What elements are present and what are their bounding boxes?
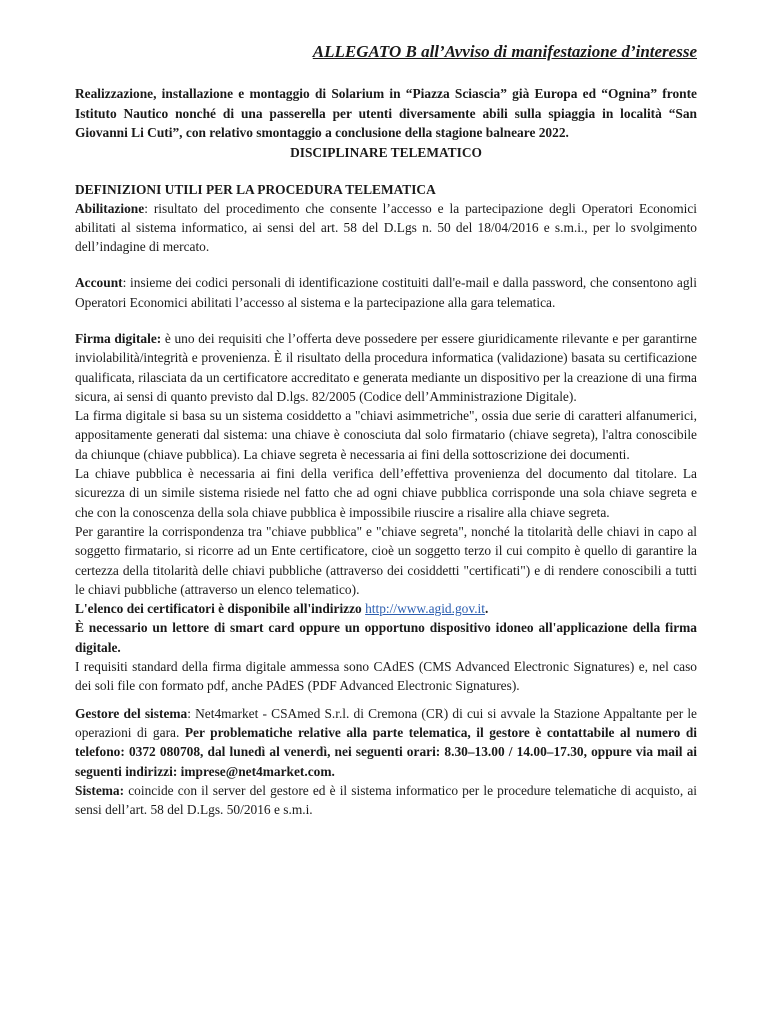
document-subtitle: DISCIPLINARE TELEMATICO bbox=[290, 144, 482, 160]
term-abilitazione: Abilitazione bbox=[75, 200, 145, 216]
lettore-text: È necessario un lettore di smart card oppure un opportuno dispositivo idoneo all'applicazione della firma digitale. bbox=[75, 620, 697, 655]
firma-paragraph-4: Per garantire la corrispondenza tra "chiave pubblica" e "chiave segreta", nonché la titolarità delle chiavi in capo al soggetto firmatario, si ricorre ad un Ente certificatore, cioè un soggetto terzo il cui compito è quello di garantire la certezza della titolarità delle chiavi pubbliche (attraverso dei cosiddetti "certificati") e di rendere conoscibili a tutti le chiavi pubbliche (attraverso un elenco telematico). bbox=[75, 523, 697, 597]
text-gestore: : Net4market - CSAmed S.r.l. di Cremona (CR) di cui si avvale la Stazione Appaltante per le operazioni di gara. bbox=[75, 705, 697, 740]
term-account: Account bbox=[75, 275, 123, 291]
agid-link[interactable]: http://www.agid.gov.it bbox=[365, 601, 485, 617]
text-firma-digitale: è uno dei requisiti che l’offerta deve possedere per essere giuridicamente rilevante e per garantirne inviolabilità/integrità e provenienza. È il risultato della procedura informatica (validazione) basata su certificazione qualificata, rilasciata da un certificatore accreditato e generata mediante un dispositivo per la creazione di una firma sicura, ai sensi di quanto previsto dal D.lgs. 82/2005 (Codice dell’Amministrazione Digitale). bbox=[75, 330, 697, 404]
term-sistema: Sistema: bbox=[75, 782, 125, 798]
text-sistema: coincide con il server del gestore ed è il sistema informatico per le procedure telematiche di acquisto, ai sensi dell’art. 58 del D.Lgs. 50/2016 e s.m.i. bbox=[75, 782, 697, 818]
lettore-paragraph bbox=[75, 618, 697, 657]
certificatori-text: L'elenco dei certificatori è disponibile all'indirizzo bbox=[75, 601, 366, 617]
firma-paragraph-3: La chiave pubblica è necessaria ai fini della verifica dell’effettiva provenienza del documento dal titolare. La sicurezza di un simile sistema risiede nel fatto che ad ogni chiave pubblica corrisponde una sola chiave segreta e che con la conoscenza della sola chiave pubblica è impossibile riuscire a risalire alla chiave segreta. bbox=[75, 466, 697, 520]
definitions-heading: DEFINIZIONI UTILI PER LA PROCEDURA TELEMATICA bbox=[75, 181, 436, 197]
firma-paragraph-2: La firma digitale si basa su un sistema cosiddetto a "chiavi asimmetriche", ossia due serie di caratteri alfanumerici, appositamente generati dal sistema: una chiave è conosciuta dal solo firmatario (chiave segreta), l'altra conoscibile da chiunque (chiave pubblica). La chiave segreta è necessaria ai fini della sottoscrizione dei documenti. bbox=[75, 408, 697, 462]
definition-sistema bbox=[75, 781, 697, 820]
gestore-contact: Per problematiche relative alla parte telematica, il gestore è contattabile al numero di telefono: 0372 080708, dal lunedì al venerdì, nei seguenti orari: 8.30–13.00 / 14.00–17.30, oppure via mail ai seguenti indirizzi: imprese@net4market.com. bbox=[75, 724, 697, 779]
term-gestore: Gestore del sistema bbox=[75, 705, 188, 721]
definition-firma-digitale bbox=[75, 329, 697, 406]
text-account: : insieme dei codici personali di identificazione costituiti dall'e-mail e dalla password, che consentono agli Operatori Economici abilitati l’accesso al sistema e la partecipazione alla gara telematica. bbox=[75, 275, 697, 310]
term-firma-digitale: Firma digitale: bbox=[75, 330, 162, 346]
document-page bbox=[75, 42, 697, 819]
definition-gestore bbox=[75, 704, 697, 781]
certificatori-paragraph bbox=[75, 599, 697, 618]
standard-paragraph: I requisiti standard della firma digitale ammessa sono CAdES (CMS Advanced Electronic Signatures) e, nel caso dei soli file con formato pdf, anche PAdES (PDF Advanced Electronic Signatures). bbox=[75, 659, 697, 694]
definition-abilitazione bbox=[75, 199, 697, 257]
document-title: ALLEGATO B all’Avviso di manifestazione d’interesse bbox=[312, 42, 697, 61]
certificatori-end: . bbox=[484, 601, 489, 617]
definition-account bbox=[75, 273, 697, 312]
intro-paragraph: Realizzazione, installazione e montaggio di Solarium in “Piazza Sciascia” già Europa ed “Ognina” fronte Istituto Nautico nonché di una passerella per utenti diversamente abili sulla spiaggia in località “San Giovanni Li Cuti”, con relativo smontaggio a conclusione della stagione balneare 2022. bbox=[75, 86, 697, 140]
text-abilitazione: : risultato del procedimento che consente l’accesso e la partecipazione degli Operatori Economici abilitati al sistema informatico, ai sensi del art. 58 del D.Lgs n. 50 del 18/04/2016 e s.m.i., per lo svolgimento dell’indagine di mercato. bbox=[75, 200, 697, 255]
